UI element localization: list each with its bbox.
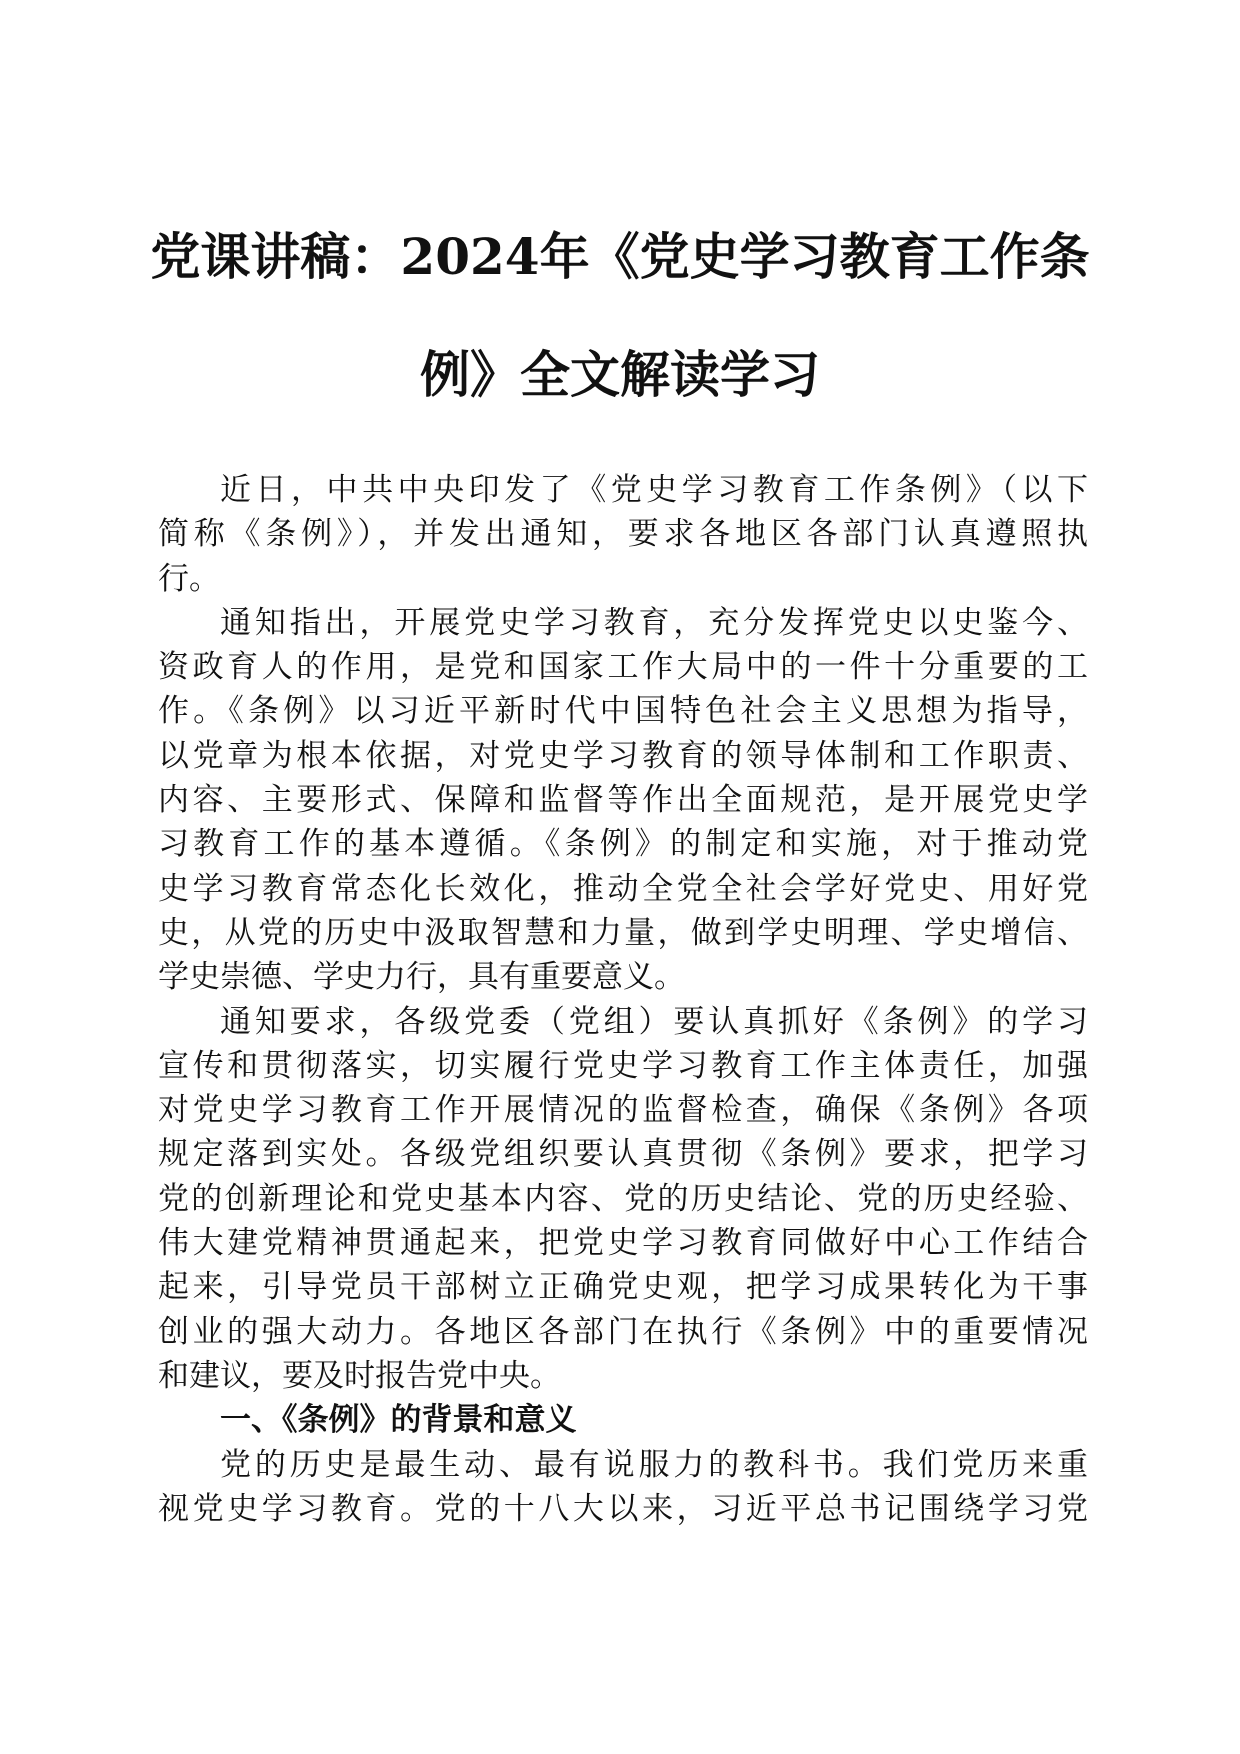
- body-text-line: 史，从党的历史中汲取智慧和力量，做到学史明理、学史增信、: [158, 914, 1088, 951]
- body-text-line: 党的历史是最生动、最有说服力的教科书。我们党历来重: [220, 1446, 1088, 1483]
- document-title-line-1: 党课讲稿：2024年《党史学习教育工作条: [150, 227, 1090, 286]
- body-text-line: 史学习教育常态化长效化，推动全党全社会学好党史、用好党: [158, 870, 1088, 907]
- body-text-line: 内容、主要形式、保障和监督等作出全面规范，是开展党史学: [158, 782, 1088, 819]
- document-body: [158, 468, 1088, 1531]
- body-text-line: 通知要求，各级党委（党组）要认真抓好《条例》的学习: [220, 1003, 1088, 1040]
- section-heading: 一、《条例》的背景和意义: [220, 1402, 577, 1439]
- body-text-line: 行。: [158, 560, 220, 597]
- body-text-line: 和建议，要及时报告党中央。: [158, 1357, 561, 1394]
- body-text-line: 通知指出，开展党史学习教育，充分发挥党史以史鉴今、: [220, 604, 1088, 641]
- body-text-line: 学史崇德、学史力行，具有重要意义。: [158, 959, 685, 996]
- body-text-line: 伟大建党精神贯通起来，把党史学习教育同做好中心工作结合: [158, 1225, 1088, 1262]
- body-text-line: 近日，中共中央印发了《党史学习教育工作条例》（以下: [220, 472, 1088, 508]
- body-text-line: 作。《条例》以习近平新时代中国特色社会主义思想为指导，: [158, 693, 1088, 730]
- body-text-line: 宣传和贯彻落实，切实履行党史学习教育工作主体责任，加强: [158, 1047, 1088, 1084]
- body-text-line: 简称《条例》），并发出通知，要求各地区各部门认真遵照执: [158, 516, 1088, 553]
- body-text-line: 视党史学习教育。党的十八大以来，习近平总书记围绕学习党: [158, 1490, 1088, 1527]
- body-text-line: 起来，引导党员干部树立正确党史观，把学习成果转化为干事: [158, 1269, 1088, 1306]
- document-title-line-2: 例》全文解读学习: [420, 345, 820, 404]
- body-text-line: 以党章为根本依据，对党史学习教育的领导体制和工作职责、: [158, 737, 1088, 774]
- body-text-line: 习教育工作的基本遵循。《条例》的制定和实施，对于推动党: [158, 826, 1088, 863]
- body-text-line: 资政育人的作用，是党和国家工作大局中的一件十分重要的工: [158, 649, 1088, 686]
- body-text-line: 规定落到实处。各级党组织要认真贯彻《条例》要求，把学习: [158, 1136, 1088, 1173]
- body-text-line: 党的创新理论和党史基本内容、党的历史结论、党的历史经验、: [158, 1180, 1088, 1217]
- body-text-line: 对党史学习教育工作开展情况的监督检查，确保《条例》各项: [158, 1092, 1088, 1129]
- body-text-line: 创业的强大动力。各地区各部门在执行《条例》中的重要情况: [158, 1313, 1088, 1350]
